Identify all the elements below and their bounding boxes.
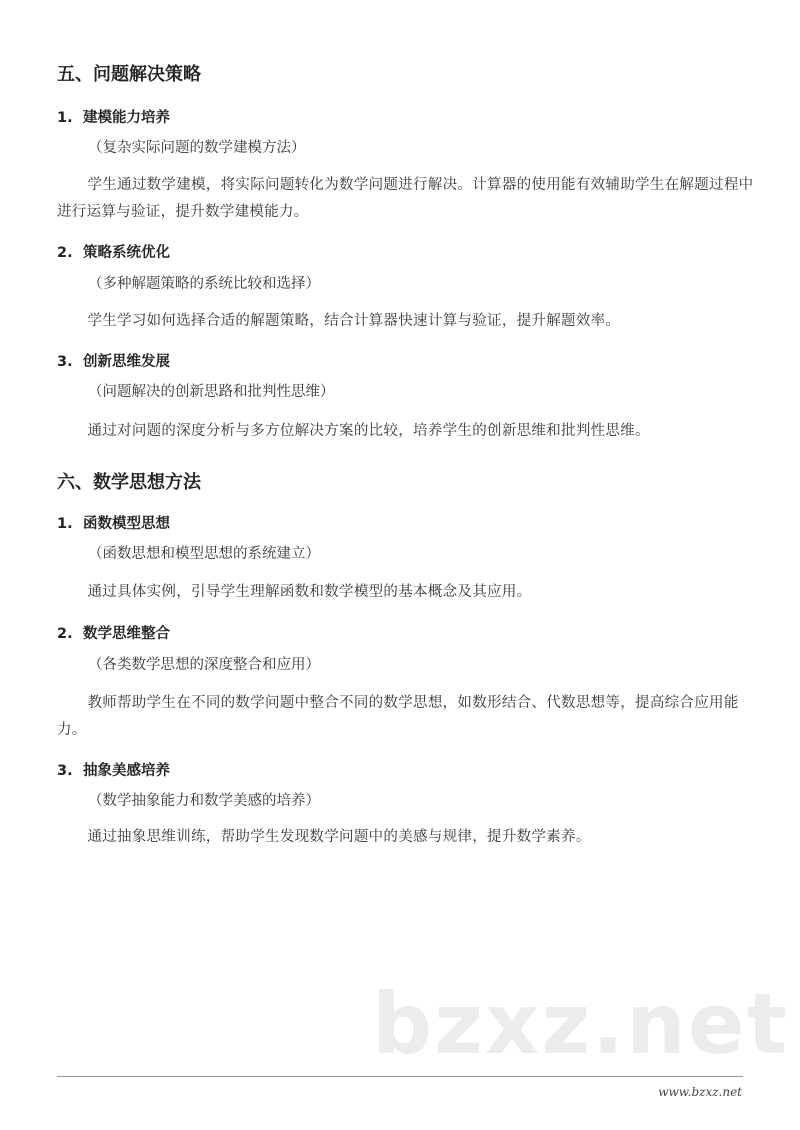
item-body: 学生通过数学建模，将实际问题转化为数学问题进行解决。计算器的使用能有效辅助学生在解题过程中进行运算与验证，提升数学建模能力。 xyxy=(57,177,754,220)
item-heading-text: 抽象美感培养 xyxy=(83,763,170,779)
item-subtitle: （问题解决的创新思路和批判性思维） xyxy=(88,384,335,400)
item-heading xyxy=(57,624,170,644)
item-heading xyxy=(57,352,170,372)
item-number: 3. xyxy=(57,354,73,370)
item-subtitle: （多种解题策略的系统比较和选择） xyxy=(88,276,320,292)
item-heading xyxy=(57,761,170,781)
item-number: 1. xyxy=(57,516,73,532)
item-subtitle: （复杂实际问题的数学建模方法） xyxy=(88,140,306,156)
item-heading xyxy=(57,514,170,534)
item-heading xyxy=(57,243,170,263)
item-heading-text: 数学思维整合 xyxy=(83,626,170,642)
item-body: 教师帮助学生在不同的数学问题中整合不同的数学思想，如数形结合、代数思想等，提高综合应用能力。 xyxy=(57,695,739,738)
footer-url: www.bzxz.net xyxy=(658,1085,742,1099)
item-number: 2. xyxy=(57,245,73,261)
item-subtitle: （函数思想和模型思想的系统建立） xyxy=(88,546,320,562)
item-body: 通过抽象思维训练，帮助学生发现数学问题中的美感与规律，提升数学素养。 xyxy=(87,829,591,845)
section-5-title: 五、问题解决策略 xyxy=(57,64,201,85)
item-body: 通过对问题的深度分析与多方位解决方案的比较，培养学生的创新思维和批判性思维。 xyxy=(87,423,650,439)
item-number: 2. xyxy=(57,626,73,642)
item-number: 1. xyxy=(57,110,73,126)
section-6-title: 六、数学思想方法 xyxy=(57,472,201,493)
item-body: 学生学习如何选择合适的解题策略，结合计算器快速计算与验证，提升解题效率。 xyxy=(87,313,621,329)
item-body: 通过具体实例，引导学生理解函数和数学模型的基本概念及其应用。 xyxy=(87,584,532,600)
item-heading-text: 函数模型思想 xyxy=(83,516,170,532)
item-subtitle: （数学抽象能力和数学美感的培养） xyxy=(88,793,320,809)
item-heading-text: 建模能力培养 xyxy=(83,110,170,126)
item-subtitle: （各类数学思想的深度整合和应用） xyxy=(88,657,320,673)
watermark: bzxz.net xyxy=(372,975,789,1073)
item-heading-text: 策略系统优化 xyxy=(83,245,170,261)
item-heading-text: 创新思维发展 xyxy=(83,354,170,370)
item-heading xyxy=(57,108,170,128)
item-number: 3. xyxy=(57,763,73,779)
footer-divider xyxy=(57,1076,743,1077)
